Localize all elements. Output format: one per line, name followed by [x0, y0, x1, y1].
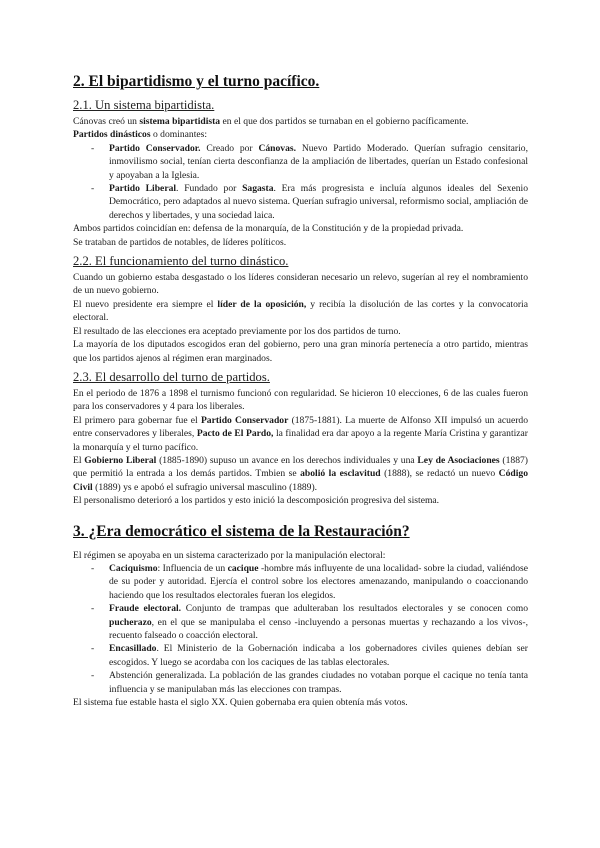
- subsection-2-2-title: 2.2. El funcionamiento del turno dinástico.: [73, 254, 289, 269]
- list-item: - Partido Conservador. Creado por Cánovas. Nuevo Partido Moderado. Querían sufragio censitario, inmovilismo social, tenían cierta desconfianza de la ampliación de libertades, querían un Estado confesional y apoyaban a la Iglesia.: [91, 142, 528, 182]
- list-item: - Abstención generalizada. La población de las grandes ciudades no votaban porque el cacique no tenía tanta influencia y se manipulaban más las elecciones con trampas.: [91, 669, 528, 696]
- paragraph: El personalismo deterioró a los partidos y esto inició la descomposición progresiva del sistema.: [73, 495, 440, 507]
- list-item: - Caciquismo: Influencia de un cacique -hombre más influyente de una localidad- sobre la ciudad, valiéndose de su poder y autoridad. Ejercía el control sobre los electores amenazando, manipulando o coaccionando haciendo que los resultados electorales fueran los elegidos.: [91, 562, 528, 602]
- paragraph: El sistema fue estable hasta el siglo XX. Quien gobernaba era quien obtenía más votos.: [73, 697, 408, 709]
- paragraph: Se trataban de partidos de notables, de líderes políticos.: [73, 236, 287, 248]
- paragraph: El Gobierno Liberal (1885-1890) supuso un avance en los derechos individuales y una Ley de Asociaciones (1887) que permitió la entrada a los demás partidos. Tmbien se abolió la esclavitud (1888), se redactó un nuevo Código Civil (1889) ys e apobó el sufragio universal masculino (1889).: [73, 454, 529, 493]
- section-2-title: 2. El bipartidismo y el turno pacífico.: [73, 73, 320, 90]
- paragraph: El primero para gobernar fue el Partido Conservador (1875-1881). La muerte de Alfonso XII impulsó un acuerdo entre conservadores y liberales, Pacto de El Pardo, la finalidad era dar apoyo a la regente María Cristina y garantizar la monarquía y el turno pacífico.: [73, 414, 528, 453]
- list-item: - Partido Liberal. Fundado por Sagasta. Era más progresista e incluía algunos ideales del Sexenio Democrático, pero adaptados al nuevo sistema. Querían sufragio universal, reformismo social, ampliación de derechos y libertades, y una sociedad laica.: [91, 182, 528, 222]
- subsection-2-1-title: 2.1. Un sistema bipartidista.: [73, 98, 215, 112]
- list-item: - Encasillado. El Ministerio de la Gobernación indicaba a los gobernadores civiles quienes debían ser escogidos. Y luego se acordaba con los caciques de las tablas electorales.: [91, 642, 528, 669]
- paragraph: En el periodo de 1876 a 1898 el turnismo funcionó con regularidad. Se hicieron 10 elecciones, 6 de las cuales fueron para los conservadores y 4 para los liberales.: [73, 387, 528, 413]
- paragraph: El resultado de las elecciones era aceptado previamente por los dos partidos de turno.: [73, 325, 401, 337]
- paragraph: Ambos partidos coincidían en: defensa de la monarquía, de la Constitución y de la propiedad privada.: [73, 223, 464, 235]
- document-page: [73, 72, 528, 709]
- paragraph: Cánovas creó un sistema bipartidista en el que dos partidos se turnaban en el gobierno pacíficamente.: [73, 116, 469, 127]
- paragraph: El nuevo presidente era siempre el líder de la oposición, y recibía la disolución de las cortes y la convocatoria electoral.: [73, 298, 528, 324]
- section-3-title: 3. ¿Era democrático el sistema de la Restauración?: [73, 522, 410, 540]
- paragraph: Partidos dinásticos o dominantes:: [73, 129, 208, 141]
- party-list: [73, 142, 528, 222]
- paragraph: La mayoría de los diputados escogidos eran del gobierno, pero una gran minoría pertenecía a otro partido, mientras que los partidos ajenos al régimen eran marginados.: [73, 339, 528, 364]
- paragraph: El régimen se apoyaba en un sistema caracterizado por la manipulación electoral:: [73, 549, 386, 561]
- subsection-2-3-title: 2.3. El desarrollo del turno de partidos.: [73, 369, 270, 384]
- paragraph: Cuando un gobierno estaba desgastado o los líderes consideran necesario un relevo, sugerían al rey el nombramiento de un nuevo gobierno.: [73, 272, 528, 297]
- manipulation-list: [73, 562, 528, 696]
- list-item: - Fraude electoral. Conjunto de trampas que adulteraban los resultados electorales y se conocen como pucherazo, en el que se manipulaba el censo -incluyendo a personas muertas y rechazando a los vivos-, recuento falseado o coacción electoral.: [91, 602, 528, 642]
